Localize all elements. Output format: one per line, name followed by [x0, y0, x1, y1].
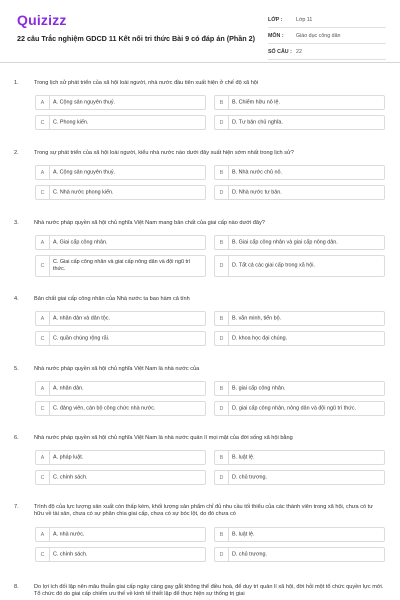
option-text: A. Cộng sản nguyên thuỷ. [53, 99, 116, 105]
option-c[interactable] [35, 255, 206, 277]
option-a[interactable] [35, 235, 206, 250]
meta-label: LỚP : [268, 16, 283, 23]
option-a[interactable] [35, 381, 206, 396]
option-text: D. Tất cả các giai cấp trong xã hội. [232, 262, 315, 269]
option-d[interactable] [214, 331, 385, 346]
option-a[interactable] [35, 311, 206, 326]
option-letter: D [215, 471, 229, 484]
option-letter: A [36, 166, 50, 179]
option-letter: C [36, 332, 50, 345]
worksheet-title: 22 câu Trắc nghiệm GDCD 11 Kết nối tri thức Bài 9 có đáp án (Phần 2) [17, 34, 256, 43]
option-c[interactable] [35, 470, 206, 485]
question-text: Trong lịch sử phát triển của xã hội loài người, nhà nước đầu tiên xuất hiện ở chế độ xã hội [34, 80, 259, 86]
question-number: 1. [14, 80, 19, 86]
option-text: A. nhân dân. [53, 385, 84, 391]
option-text: C. chính sách. [53, 474, 88, 480]
option-b[interactable] [214, 235, 385, 250]
question-text: Nhà nước pháp quyền xã hội chủ nghĩa Việt Nam là nhà nước quản lí mọi mặt của đời sống xã hội bằng [34, 435, 293, 441]
option-text: A. pháp luật. [53, 454, 84, 460]
option-letter: B [215, 451, 229, 464]
meta-row-grade [268, 12, 386, 28]
meta-row-count [268, 44, 386, 60]
option-letter: C [36, 548, 50, 561]
meta-value: Giáo dục công dân [296, 32, 341, 39]
meta-label: MÔN : [268, 32, 284, 39]
option-text: B. Giai cấp công nhân và giai cấp nông dân. [232, 239, 338, 245]
option-letter: A [36, 382, 50, 395]
meta-row-subject [268, 28, 386, 44]
option-b[interactable] [214, 165, 385, 180]
question-text: Nhà nước pháp quyền xã hội chủ nghĩa Việt Nam mang bản chất của giai cấp nào dưới đây? [34, 220, 265, 226]
option-b[interactable] [214, 311, 385, 326]
option-text: C. Phong kiến. [53, 119, 89, 125]
option-text: C. Nhà nước phong kiến. [53, 189, 114, 195]
option-letter: C [36, 471, 50, 484]
option-letter: B [215, 312, 229, 325]
option-d[interactable] [214, 115, 385, 130]
option-letter: B [215, 382, 229, 395]
option-letter: A [36, 96, 50, 109]
question-text: Do lợi ích đối lập nên mâu thuẫn giai cấp ngày càng gay gắt không thể điều hoà, để duy trì quản lí xã hội, đời hỏi một tổ chức quyền lực mới. Tổ chức đó do giai cấp chiếm ưu thế về kinh tế thiết lập để thực hiện sự thống trị giai [34, 584, 384, 598]
option-letter: A [36, 312, 50, 325]
option-text: A. Giai cấp công nhân. [53, 239, 108, 245]
option-text: A. nhà nước. [53, 531, 85, 537]
question-text: Bản chất giai cấp công nhân của Nhà nước ta bao hàm cả tính [34, 296, 190, 302]
option-b[interactable] [214, 381, 385, 396]
meta-label: SỐ CÂU : [268, 48, 292, 55]
option-letter: D [215, 256, 229, 276]
option-letter: A [36, 451, 50, 464]
option-d[interactable] [214, 255, 385, 277]
option-letter: C [36, 402, 50, 415]
option-letter: D [215, 548, 229, 561]
option-text: C. quần chúng rộng rãi. [53, 335, 110, 341]
question-text: Trong sự phát triển của xã hội loài người, kiểu nhà nước nào dưới đây xuất hiện sớm nhất trong lịch sử? [34, 150, 294, 156]
question-number: 6. [14, 435, 19, 441]
question-number: 4. [14, 296, 19, 302]
option-text: C. Giai cấp công nhân và giai cấp nông dân và đội ngũ trí thức. [53, 259, 191, 272]
option-b[interactable] [214, 527, 385, 542]
option-b[interactable] [214, 95, 385, 110]
option-text: B. văn minh, tiến bộ. [232, 315, 282, 321]
option-text: B. Chiếm hữu nô lệ. [232, 99, 280, 105]
option-letter: C [36, 256, 50, 276]
option-d[interactable] [214, 470, 385, 485]
option-text: D. Tư bản chủ nghĩa. [232, 119, 283, 125]
option-c[interactable] [35, 331, 206, 346]
option-letter: A [36, 528, 50, 541]
option-text: B. luật lệ. [232, 531, 255, 537]
question-number: 2. [14, 150, 19, 156]
quizizz-logo: Quizizz [17, 12, 67, 28]
question-number: 7. [14, 504, 19, 510]
option-text: A. Cộng sản nguyên thuỷ. [53, 169, 116, 175]
option-d[interactable] [214, 401, 385, 416]
option-a[interactable] [35, 527, 206, 542]
option-text: D. chủ trương. [232, 551, 268, 557]
question-text: Trình độ của lực lượng sản xuất còn thấp kém, khối lượng sản phẩm chỉ đủ nhu cầu tối thiểu của các thành viên trong xã hội, chưa có tư hữu về tài sản, chưa có sự phân chia giai cấp, chưa có sự bóc lột, do đó chưa có [34, 504, 373, 518]
option-letter: B [215, 528, 229, 541]
option-text: B. Nhà nước chủ nô. [232, 169, 282, 175]
worksheet-header [0, 0, 400, 63]
option-c[interactable] [35, 115, 206, 130]
option-letter: C [36, 186, 50, 199]
option-d[interactable] [214, 185, 385, 200]
option-text: B. luật lệ. [232, 454, 255, 460]
option-a[interactable] [35, 165, 206, 180]
option-a[interactable] [35, 450, 206, 465]
question-number: 8. [14, 584, 19, 590]
meta-value: Lớp 11 [296, 16, 313, 23]
question-number: 3. [14, 220, 19, 226]
option-text: D. giai cấp công nhân, nông dân và đội ngũ trí thức. [232, 405, 357, 411]
option-text: D. chủ trương. [232, 474, 268, 480]
option-text: C. chính sách. [53, 551, 88, 557]
option-letter: B [215, 166, 229, 179]
meta-table [268, 12, 386, 60]
option-letter: D [215, 116, 229, 129]
option-letter: D [215, 332, 229, 345]
option-c[interactable] [35, 185, 206, 200]
option-letter: A [36, 236, 50, 249]
option-letter: B [215, 236, 229, 249]
option-b[interactable] [214, 450, 385, 465]
meta-value: 22 [296, 48, 302, 55]
option-text: A. nhân dân và dân tộc. [53, 315, 110, 321]
option-text: D. khoa học đại chúng. [232, 335, 288, 341]
option-letter: D [215, 402, 229, 415]
option-d[interactable] [214, 547, 385, 562]
option-text: B. giai cấp công nhân. [232, 385, 286, 391]
option-text: D. Nhà nước tư bản. [232, 189, 282, 195]
option-a[interactable] [35, 95, 206, 110]
option-letter: B [215, 96, 229, 109]
option-text: C. đảng viên, cán bộ công chức nhà nước. [53, 405, 156, 411]
question-text: Nhà nước pháp quyền xã hội chủ nghĩa Việt Nam là nhà nước của [34, 366, 200, 372]
option-c[interactable] [35, 547, 206, 562]
question-number: 5. [14, 366, 19, 372]
option-letter: D [215, 186, 229, 199]
option-c[interactable] [35, 401, 206, 416]
option-letter: C [36, 116, 50, 129]
